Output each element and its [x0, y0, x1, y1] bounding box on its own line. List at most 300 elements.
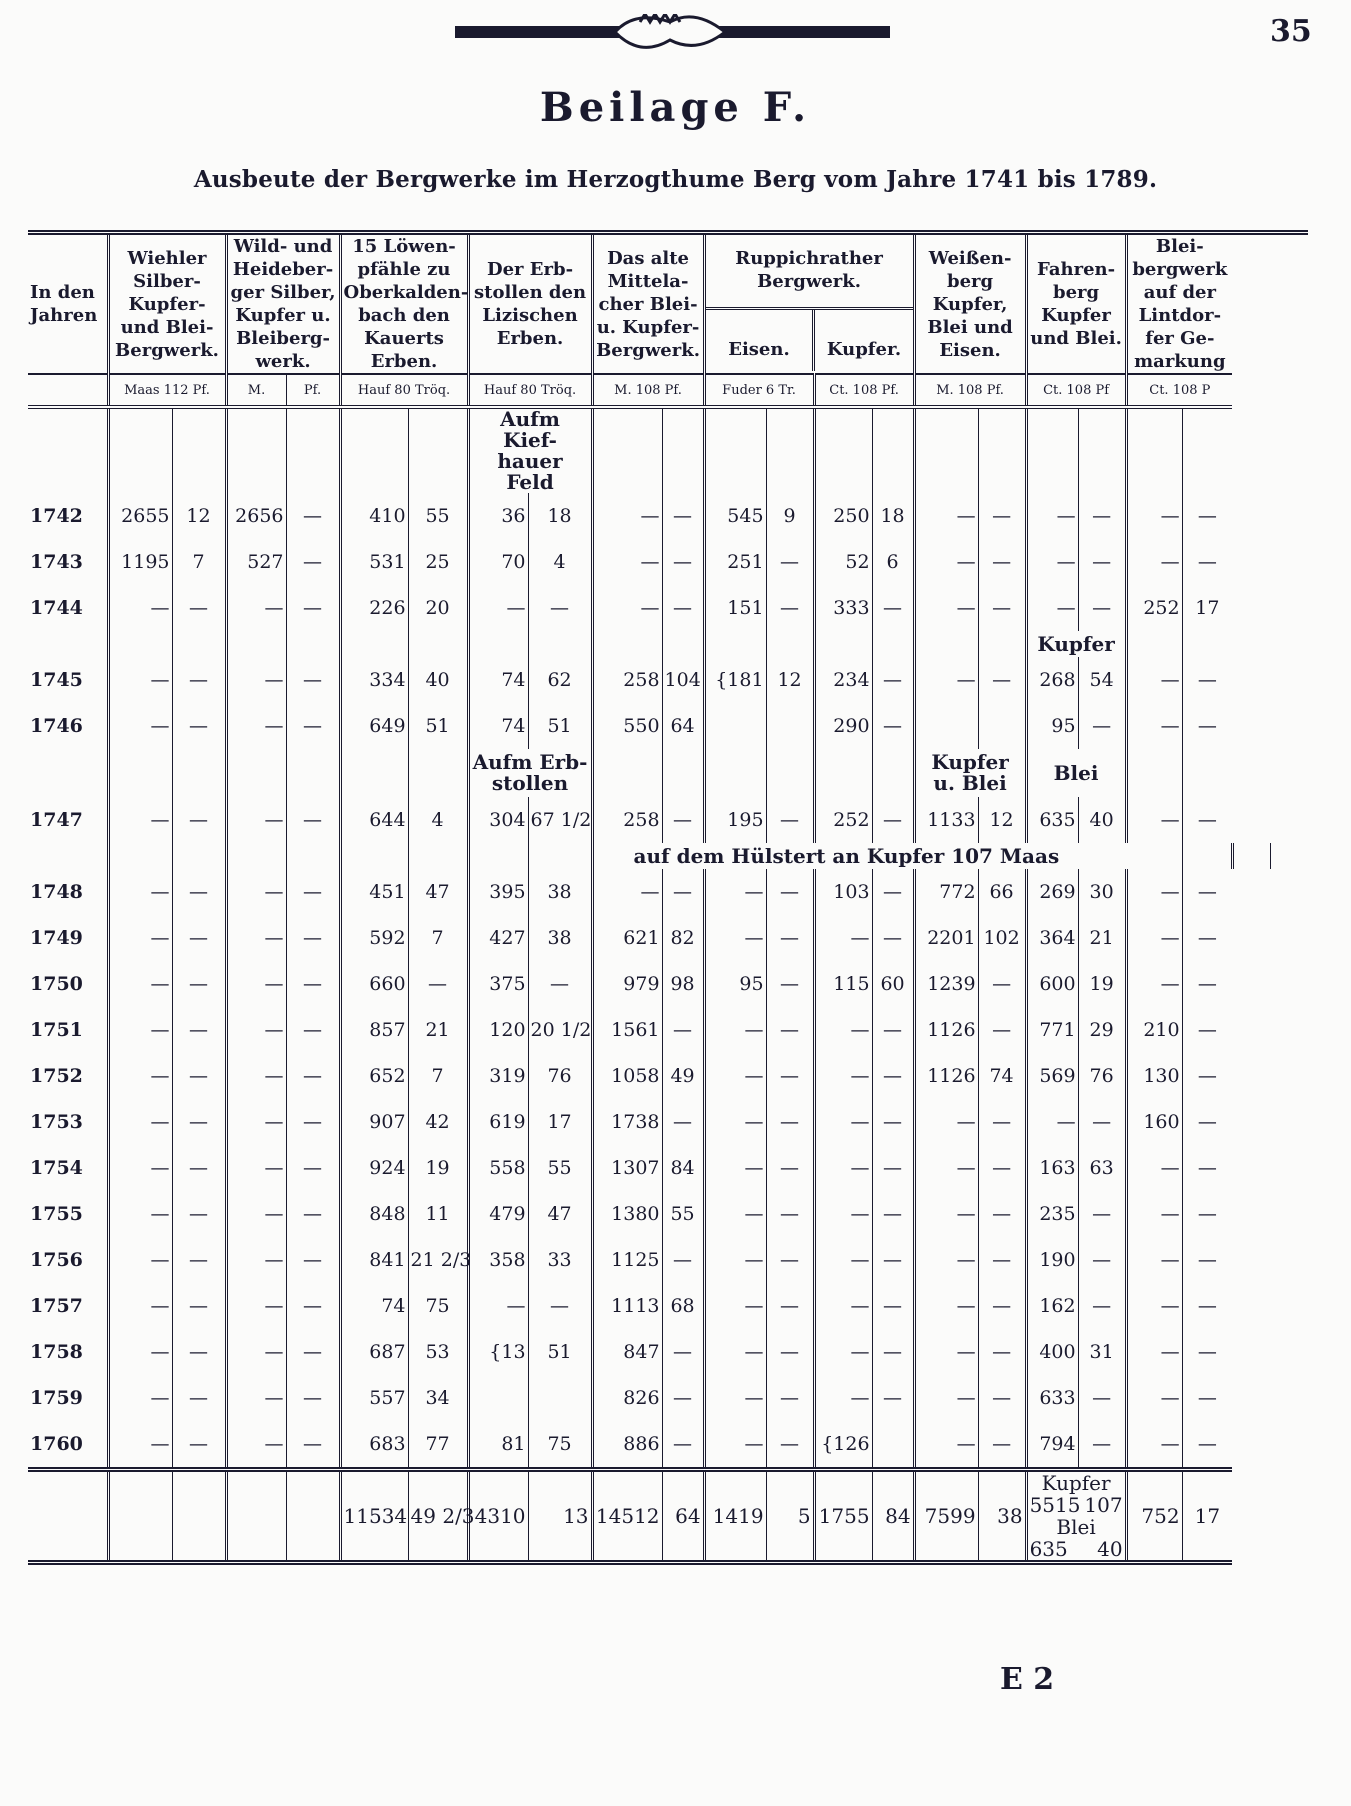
table-cell: 55: [528, 1145, 592, 1191]
table-cell: —: [172, 1191, 226, 1237]
table-cell: —: [1197, 973, 1217, 995]
table-cell: 252: [814, 797, 872, 843]
table-cell: 21: [1078, 915, 1126, 961]
table-cell: 531: [340, 539, 408, 585]
table-cell: 74: [468, 657, 528, 703]
table-cell: —: [1078, 1237, 1126, 1283]
table-cell: —: [1078, 1099, 1126, 1145]
table-row: [28, 1191, 1308, 1237]
table-cell: —: [914, 1099, 978, 1145]
table-cell: —: [468, 1283, 528, 1329]
table-cell: —: [172, 915, 226, 961]
table-cell: 60: [872, 961, 914, 1007]
table-cell: —: [766, 1145, 814, 1191]
table-cell: —: [172, 657, 226, 703]
table-cell: —: [108, 1329, 172, 1375]
col-fahren: Fahren- berg Kupfer und Blei.: [1026, 233, 1126, 375]
table-cell: —: [108, 657, 172, 703]
table-cell: —: [226, 869, 286, 915]
col-wild: Wild- und Heideber- ger Silber, Kupfer u. Bleiberg- werk.: [226, 233, 340, 375]
table-cell: 82: [662, 915, 704, 961]
table-cell: —: [872, 1191, 914, 1237]
table-cell: —: [108, 1099, 172, 1145]
table-cell: —: [226, 915, 286, 961]
table-cell: 162: [1026, 1283, 1078, 1329]
year-cell: 1747: [28, 797, 108, 843]
table-cell: 1561: [592, 1007, 662, 1053]
table-cell: 75: [408, 1283, 468, 1329]
table-cell: 67 1/2: [528, 797, 592, 843]
table-cell: —: [704, 1099, 766, 1145]
brace-note: {126: [821, 1433, 870, 1455]
table-cell: —: [286, 657, 340, 703]
table-cell: —: [872, 1145, 914, 1191]
table-cell: 74: [978, 1053, 1026, 1099]
table-cell: —: [172, 1099, 226, 1145]
table-cell: 1239: [914, 961, 978, 1007]
note-row-1746: [28, 749, 1308, 797]
table-cell: —: [1126, 915, 1182, 961]
table-cell: 886: [592, 1421, 662, 1470]
table-cell: —: [592, 539, 662, 585]
table-cell: 20 1/2: [528, 1007, 592, 1053]
units-row: [28, 374, 1308, 407]
table-cell: 2655: [108, 493, 172, 539]
table-cell: —: [528, 1283, 592, 1329]
table-cell: 21: [408, 1007, 468, 1053]
table-cell: —: [766, 1099, 814, 1145]
table-cell: —: [978, 1237, 1026, 1283]
table-cell: —: [872, 869, 914, 915]
table-cell: 51: [528, 703, 592, 749]
table-cell: —: [1078, 1283, 1126, 1329]
table-cell: —: [226, 1237, 286, 1283]
table-cell: 1125: [592, 1237, 662, 1283]
table-cell: —: [814, 1053, 872, 1099]
table-cell: —: [872, 915, 914, 961]
table-cell: 18: [528, 493, 592, 539]
table-cell: —: [1078, 1375, 1126, 1421]
table-cell: —: [766, 961, 814, 1007]
table-cell: 635: [1026, 797, 1078, 843]
table-cell: —: [226, 1329, 286, 1375]
table-cell: —: [226, 1375, 286, 1421]
table-cell: —: [1197, 1295, 1217, 1317]
table-cell: —: [914, 1329, 978, 1375]
total-erb-b: 13: [528, 1470, 592, 1563]
table-cell: —: [1126, 797, 1182, 843]
table-cell: —: [766, 797, 814, 843]
table-cell: —: [1078, 1421, 1126, 1470]
table-cell: —: [1197, 551, 1217, 573]
table-row: [28, 1283, 1308, 1329]
table-cell: —: [1197, 1157, 1217, 1179]
table-cell: 6: [872, 539, 914, 585]
table-cell: —: [1026, 539, 1078, 585]
table-cell: —: [1126, 657, 1182, 703]
table-cell: [914, 703, 978, 749]
table-cell: —: [704, 1145, 766, 1191]
table-cell: 4: [408, 797, 468, 843]
table-cell: [814, 1421, 872, 1470]
table-cell: 120: [468, 1007, 528, 1053]
year-cell: 1757: [28, 1283, 108, 1329]
table-cell: —: [286, 869, 340, 915]
table-cell: 104: [662, 657, 704, 703]
total-weissen-a: 7599: [914, 1470, 978, 1563]
table-cell: 163: [1026, 1145, 1078, 1191]
table-cell: —: [226, 1053, 286, 1099]
table-cell: —: [914, 1237, 978, 1283]
table-cell: —: [662, 1099, 704, 1145]
table-cell: —: [226, 1421, 286, 1470]
table-cell: —: [108, 1007, 172, 1053]
table-cell: —: [662, 1421, 704, 1470]
table-cell: —: [286, 961, 340, 1007]
signature-mark: E 2: [1000, 1662, 1055, 1697]
table-cell: 558: [468, 1145, 528, 1191]
unit-blei: Ct. 108 P: [1126, 374, 1232, 407]
table-cell: 826: [592, 1375, 662, 1421]
table-cell: 74: [340, 1283, 408, 1329]
table-cell: 36: [468, 493, 528, 539]
unit-loewen: Hauf 80 Tröq.: [340, 374, 468, 407]
table-cell: 333: [814, 585, 872, 631]
note-row-kief: [28, 407, 1308, 493]
table-cell: —: [172, 1007, 226, 1053]
table-cell: —: [704, 1375, 766, 1421]
total-fahren-kupfer-label: Kupfer: [1041, 1471, 1111, 1495]
table-cell: —: [814, 1237, 872, 1283]
table-cell: 4: [528, 539, 592, 585]
table-cell: 115: [814, 961, 872, 1007]
table-cell: —: [872, 1375, 914, 1421]
table-cell: 74: [468, 703, 528, 749]
table-cell: 29: [1078, 1007, 1126, 1053]
unit-weissen: M. 108 Pf.: [914, 374, 1026, 407]
table-cell: —: [172, 869, 226, 915]
table-cell: 841: [340, 1237, 408, 1283]
table-cell: 98: [662, 961, 704, 1007]
table-cell: 258: [592, 657, 662, 703]
table-cell: 31: [1078, 1329, 1126, 1375]
table-cell: —: [978, 585, 1026, 631]
table-cell: 334: [340, 657, 408, 703]
table-cell: —: [766, 1283, 814, 1329]
table-cell: 52: [814, 539, 872, 585]
table-cell: —: [814, 1191, 872, 1237]
table-cell: —: [172, 1421, 226, 1470]
table-cell: —: [766, 1375, 814, 1421]
table-cell: 451: [340, 869, 408, 915]
brace-note: {13: [489, 1341, 526, 1363]
table-cell: —: [528, 961, 592, 1007]
table-cell: 600: [1026, 961, 1078, 1007]
table-cell: —: [226, 1191, 286, 1237]
table-cell: —: [1197, 669, 1217, 691]
table-cell: —: [662, 1237, 704, 1283]
table-cell: 1058: [592, 1053, 662, 1099]
table-cell: —: [468, 585, 528, 631]
table-cell: —: [978, 1145, 1026, 1191]
table-cell: 1738: [592, 1099, 662, 1145]
data-rows: [28, 493, 1308, 1470]
table-row: [28, 1375, 1308, 1421]
table-cell: —: [1197, 1433, 1217, 1455]
total-fahren: [1026, 1470, 1126, 1563]
table-cell: —: [1197, 1203, 1217, 1225]
note-weissen-kupferblei: Kupfer u. Blei: [914, 749, 1026, 797]
table-cell: 2656: [226, 493, 286, 539]
year-cell: 1749: [28, 915, 108, 961]
table-cell: —: [704, 869, 766, 915]
table-cell: —: [914, 1145, 978, 1191]
table-cell: —: [978, 1421, 1026, 1470]
table-cell: —: [914, 1191, 978, 1237]
table-cell: —: [286, 1237, 340, 1283]
table-cell: —: [226, 961, 286, 1007]
table-cell: —: [108, 915, 172, 961]
table-cell: —: [814, 1329, 872, 1375]
table-row: [28, 657, 1308, 703]
table-cell: 76: [528, 1053, 592, 1099]
table-cell: —: [1126, 703, 1182, 749]
table-cell: —: [226, 1099, 286, 1145]
table-cell: —: [872, 1053, 914, 1099]
table-cell: —: [172, 585, 226, 631]
table-cell: —: [1197, 1249, 1217, 1271]
table-cell: —: [662, 1375, 704, 1421]
table-cell: 395: [468, 869, 528, 915]
table-cell: 652: [340, 1053, 408, 1099]
table-cell: 84: [662, 1145, 704, 1191]
table-cell: —: [872, 797, 914, 843]
table-cell: 62: [528, 657, 592, 703]
table-cell: 226: [340, 585, 408, 631]
table-cell: —: [978, 1329, 1026, 1375]
table-cell: —: [108, 703, 172, 749]
table-row: [28, 1421, 1308, 1470]
table-cell: —: [286, 1099, 340, 1145]
table-cell: —: [1126, 961, 1182, 1007]
note-aufm-erb: Aufm Erb- stollen: [468, 749, 592, 797]
col-ruppich-sub: [706, 310, 913, 371]
table-cell: 649: [340, 703, 408, 749]
year-cell: 1745: [28, 657, 108, 703]
total-fahren-blei-b: 40: [1097, 1537, 1123, 1561]
table-cell: —: [286, 1421, 340, 1470]
total-loewen-a: 11534: [340, 1470, 408, 1563]
table-cell: —: [704, 1191, 766, 1237]
table-cell: —: [814, 1099, 872, 1145]
table-cell: —: [172, 1237, 226, 1283]
table-row: [28, 1053, 1308, 1099]
table-cell: —: [286, 1007, 340, 1053]
unit-kupfer: Ct. 108 Pf.: [814, 374, 914, 407]
table-cell: 38: [528, 915, 592, 961]
table-cell: 25: [408, 539, 468, 585]
table-cell: 924: [340, 1145, 408, 1191]
table-cell: —: [978, 1375, 1026, 1421]
table-cell: 17: [528, 1099, 592, 1145]
table-cell: —: [872, 1099, 914, 1145]
table-cell: 53: [408, 1329, 468, 1375]
total-fahren-blei: [1030, 1538, 1123, 1560]
total-blei-a: 752: [1126, 1470, 1182, 1563]
table-cell: —: [914, 1375, 978, 1421]
table-cell: 47: [408, 869, 468, 915]
table-cell: 364: [1026, 915, 1078, 961]
table-cell: —: [286, 539, 340, 585]
table-cell: 12: [978, 797, 1026, 843]
table-cell: —: [108, 1053, 172, 1099]
table-cell: —: [1126, 1191, 1182, 1237]
table-cell: [528, 1329, 592, 1375]
table-cell: —: [978, 657, 1026, 703]
table-cell: [704, 657, 766, 703]
total-kupfer-b: 84: [872, 1470, 914, 1563]
table-cell: —: [1126, 539, 1182, 585]
note-huelstert: auf dem Hülstert an Kupfer 107 Maas: [633, 843, 1060, 868]
table-cell: 40: [408, 657, 468, 703]
year-cell: 1760: [28, 1421, 108, 1470]
year-cell: 1759: [28, 1375, 108, 1421]
table-cell: —: [872, 1283, 914, 1329]
table-cell: [978, 703, 1026, 749]
table-cell: 644: [340, 797, 408, 843]
table-cell: —: [108, 961, 172, 1007]
table-cell: 358: [468, 1237, 528, 1283]
table-cell: 251: [704, 539, 766, 585]
col-ruppich-eisen: Eisen.: [706, 310, 816, 371]
brace-note: {181: [715, 669, 764, 691]
col-year: In den Jahren: [28, 233, 108, 375]
table-cell: —: [108, 1191, 172, 1237]
table-caption: Ausbeute der Bergwerke im Herzogthume Berg vom Jahre 1741 bis 1789.: [193, 166, 1158, 193]
brace-note: 12: [777, 669, 802, 691]
year-cell: 1750: [28, 961, 108, 1007]
col-loewen: 15 Löwen- pfähle zu Oberkalden- bach den Kauerts Erben.: [340, 233, 468, 375]
table-cell: —: [1197, 927, 1217, 949]
table-cell: —: [662, 539, 704, 585]
table-cell: —: [914, 657, 978, 703]
note-aufm-kief: Aufm Kief- hauer Feld: [468, 407, 592, 493]
total-loewen-b: 49 2/3: [408, 1470, 468, 1563]
table-cell: 235: [1026, 1191, 1078, 1237]
table-cell: —: [1126, 1283, 1182, 1329]
table-cell: 66: [978, 869, 1026, 915]
table-cell: —: [592, 585, 662, 631]
table-cell: 20: [408, 585, 468, 631]
table-cell: 151: [704, 585, 766, 631]
table-cell: —: [286, 1375, 340, 1421]
col-mittelach: Das alte Mittela- cher Blei- u. Kupfer- Bergwerk.: [592, 233, 704, 375]
table-cell: 12: [172, 493, 226, 539]
table-cell: —: [108, 1375, 172, 1421]
year-cell: 1743: [28, 539, 108, 585]
table-cell: 250: [814, 493, 872, 539]
table-cell: —: [662, 869, 704, 915]
table-cell: —: [1197, 1111, 1217, 1133]
table-cell: —: [766, 1053, 814, 1099]
table-cell: —: [872, 585, 914, 631]
yield-table: [28, 230, 1308, 1565]
table-cell: 103: [814, 869, 872, 915]
table-cell: —: [108, 1237, 172, 1283]
table-row: [28, 1145, 1308, 1191]
table-cell: 33: [528, 1237, 592, 1283]
table-cell: [766, 657, 814, 703]
table-cell: —: [592, 869, 662, 915]
table-cell: 1307: [592, 1145, 662, 1191]
table-cell: —: [704, 1283, 766, 1329]
table-cell: —: [286, 1283, 340, 1329]
table-cell: —: [704, 1421, 766, 1470]
unit-erbstollen: Hauf 80 Tröq.: [468, 374, 592, 407]
table-cell: 63: [1078, 1145, 1126, 1191]
table-cell: 19: [408, 1145, 468, 1191]
table-cell: —: [108, 1283, 172, 1329]
table-cell: —: [286, 1191, 340, 1237]
table-cell: 592: [340, 915, 408, 961]
table-cell: —: [766, 1191, 814, 1237]
table-cell: —: [1197, 1341, 1217, 1363]
table-cell: —: [286, 585, 340, 631]
year-cell: 1744: [28, 585, 108, 631]
table-cell: —: [872, 703, 914, 749]
unit-mittelach: M. 108 Pf.: [592, 374, 704, 407]
table-cell: —: [914, 1283, 978, 1329]
table-cell: —: [662, 797, 704, 843]
table-cell: [872, 1421, 914, 1470]
table-cell: —: [914, 585, 978, 631]
table-cell: 54: [1078, 657, 1126, 703]
table-cell: 11: [408, 1191, 468, 1237]
table-cell: —: [662, 1329, 704, 1375]
col-erbstollen: Der Erb- stollen den Lizischen Erben.: [468, 233, 592, 375]
col-ruppich-title: Ruppichrather Bergwerk.: [706, 237, 913, 310]
table-cell: —: [766, 1237, 814, 1283]
table-cell: 17: [1195, 597, 1220, 619]
table-cell: 34: [408, 1375, 468, 1421]
table-cell: —: [704, 1053, 766, 1099]
table-cell: —: [914, 1421, 978, 1470]
table-cell: 847: [592, 1329, 662, 1375]
table-cell: —: [226, 703, 286, 749]
table-cell: 979: [592, 961, 662, 1007]
table-cell: 9: [766, 493, 814, 539]
total-mittel-a: 14512: [592, 1470, 662, 1563]
table-cell: 40: [1078, 797, 1126, 843]
table-cell: —: [286, 493, 340, 539]
table-cell: —: [978, 1099, 1026, 1145]
table-cell: 68: [662, 1283, 704, 1329]
table-cell: 7: [408, 1053, 468, 1099]
table-cell: —: [766, 1329, 814, 1375]
table-cell: —: [286, 797, 340, 843]
table-row: [28, 539, 1308, 585]
total-eisen-b: 5: [766, 1470, 814, 1563]
table-cell: —: [226, 797, 286, 843]
table-cell: 195: [704, 797, 766, 843]
table-cell: 687: [340, 1329, 408, 1375]
table-cell: —: [978, 1191, 1026, 1237]
table-cell: —: [766, 539, 814, 585]
totals-row: [28, 1470, 1308, 1563]
table-cell: 1126: [914, 1053, 978, 1099]
total-fahren-kupfer: [1030, 1494, 1123, 1516]
year-cell: 1753: [28, 1099, 108, 1145]
